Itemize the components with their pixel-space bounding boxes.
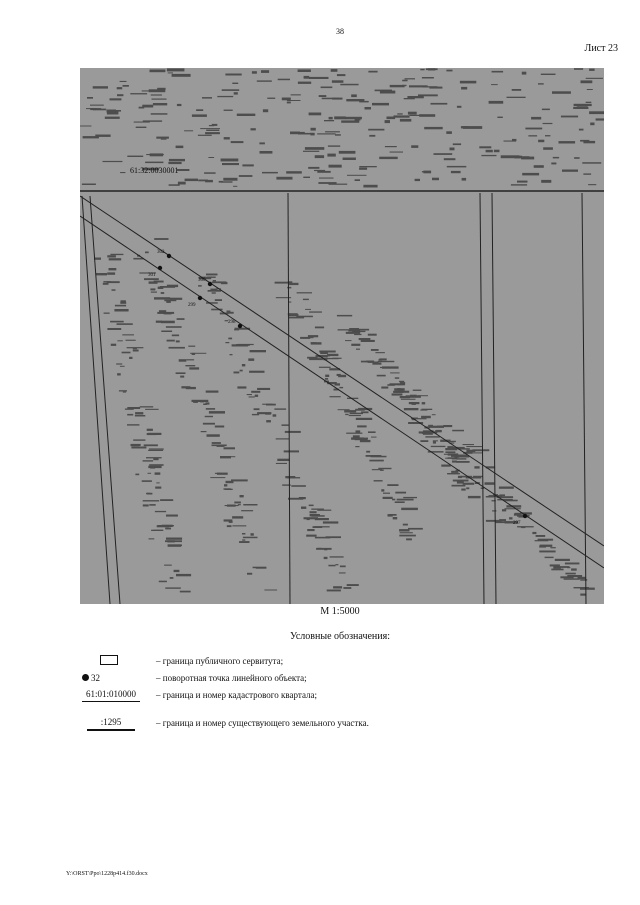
legend-symbol	[72, 654, 150, 670]
legend-symbol	[72, 716, 150, 732]
legend-text: – граница и номер существующего земельного участка.	[156, 718, 369, 728]
legend-text: – граница публичного сервитута;	[156, 656, 284, 666]
sheet-label: Лист 23	[584, 43, 618, 54]
turning-point-dot-icon	[82, 674, 89, 681]
legend-item-cadastral-quarter	[72, 688, 632, 704]
quarter-label: 61:32:0030001	[130, 166, 179, 175]
legend-item-turning-point	[72, 671, 632, 687]
quarter-number-label: 61:01:010000	[82, 688, 140, 702]
point-number: 32	[91, 672, 100, 683]
land-plot-number-label: :1295	[87, 716, 136, 731]
legend-text: – поворотная точка линейного объекта;	[156, 673, 307, 683]
turning-point-marker	[198, 296, 202, 300]
turning-point-label: 302	[157, 250, 165, 255]
file-path: Y:\ORST\Ppo\1228p414.f30.docx	[66, 871, 148, 877]
turning-point-label: 299	[188, 303, 196, 308]
legend-title: Условные обозначения:	[289, 631, 390, 642]
legend-item-servitude	[72, 654, 632, 670]
cadastral-map	[80, 68, 604, 604]
legend-item-land-plot	[72, 716, 632, 732]
turning-point-label: 297	[513, 521, 521, 526]
turning-point-marker	[208, 282, 212, 286]
turning-point-label: 301	[148, 273, 156, 278]
servitude-rectangle-icon	[100, 655, 118, 665]
map-scale: М 1:5000	[320, 606, 360, 617]
turning-point-marker	[238, 324, 242, 328]
turning-point-label: 300	[198, 278, 206, 283]
legend-text: – граница и номер кадастрового квартала;	[156, 690, 318, 700]
page-number: 38	[336, 27, 344, 36]
legend-symbol	[72, 672, 160, 688]
turning-point-marker	[167, 254, 171, 258]
turning-point-marker	[158, 266, 162, 270]
turning-point-marker	[523, 514, 527, 518]
turning-point-label: 298	[228, 320, 236, 325]
legend-symbol	[72, 688, 150, 704]
map-canvas	[80, 68, 604, 604]
